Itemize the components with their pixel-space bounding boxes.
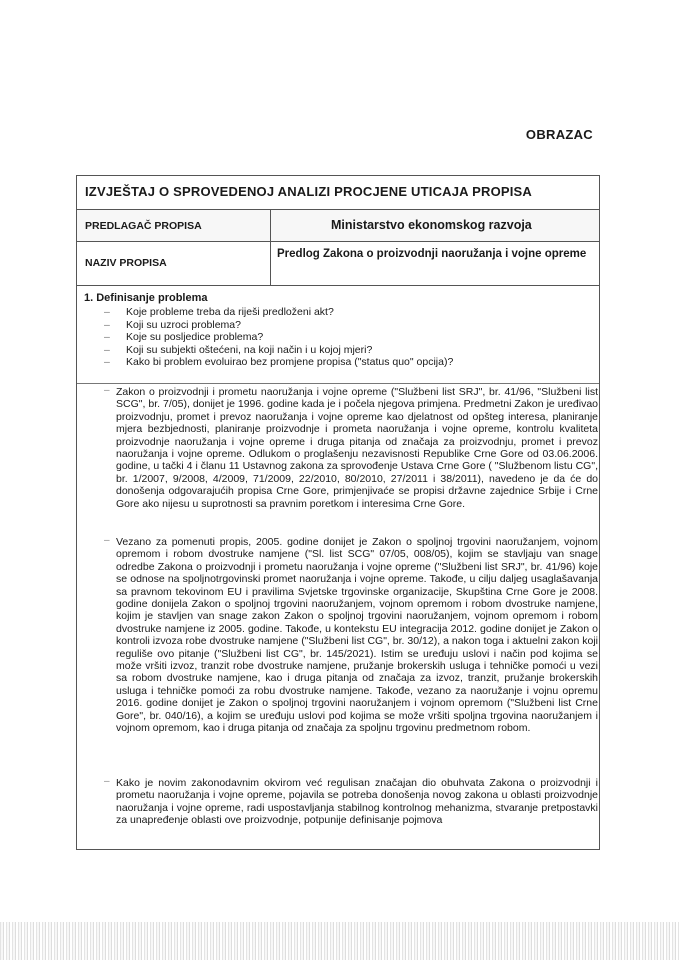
row-divider (270, 242, 271, 285)
section-1-title: 1. Definisanje problema (84, 292, 208, 304)
section-divider (77, 285, 599, 286)
bullet-dash-icon: – (104, 776, 110, 787)
row-divider (270, 210, 271, 241)
question-list (104, 306, 453, 369)
form-label: OBRAZAC (525, 127, 593, 142)
report-frame (76, 175, 600, 850)
list-item: – Kako bi problem evoluirao bez promjene propisa ("status quo" opcija)? (104, 356, 453, 369)
report-title: IZVJEŠTAJ O SPROVEDENOJ ANALIZI PROCJENE UTICAJA PROPISA (85, 184, 533, 199)
list-item: – Koje su posljedice problema? (104, 331, 453, 344)
law-name-value: Predlog Zakona o proizvodnji naoružanja i vojne opreme (277, 248, 587, 260)
proposer-row (77, 209, 599, 241)
list-item: – Koji su uzroci problema? (104, 319, 453, 332)
paragraph-1: Zakon o proizvodnji i prometu naoružanja i vojne opreme ("Službeni list SRJ", br. 41/96, "Službeni list SCG", br. 7/05), donijet je 1996. godine kada je i počela njegova primjena. Predmetni Zakon je uređivao proizvodnju, promet i prevoz naoružanja i vojne opreme kao djelatnost od opšteg interesa, planiranje mjera bezbjednosti, planiranje proizvodnje i prometa naoružanja i vojne opreme, kontrolu kvaliteta proizvodnje naoružanja i vojne opreme i druga pitanja od značaja za proizvodnju, promet i prevoz naoružanja i vojne opreme. Odlukom o proglašenju nezavisnosti Republike Crne Gore od 03.06.2006. godine, u tački 4 i članu 11 Ustavnog zakona za sprovođenje Ustava Crne Gore ( "Službenom listu CG", br. 1/2007, 9/2008, 4/2009, 71/2009, 22/2010, 80/2010, 27/2011 i 38/2011), navedeno je da će do donošenja odgovarajućih propisa Crne Gore, primjenjivaće se propisi državne zajednice Srbije i Crne Gore ako nijesu u suprotnosti sa pravnim poretkom i interesima Crne Gore. (116, 386, 598, 510)
proposer-value: Ministarstvo ekonomskog razvoja (331, 218, 532, 232)
section-divider (77, 383, 599, 384)
list-item: – Koje probleme treba da riješi predloženi akt? (104, 306, 453, 319)
bullet-dash-icon: – (104, 535, 110, 546)
paragraph-3: Kako je novim zakonodavnim okvirom već regulisan značajan dio obuhvata Zakona o proizvodnji i prometu naoružanja i vojne opreme, pojavila se potreba donošenja novog zakona u oblasti proizvodnje naoružanja i vojne opreme, radi uspostavljanja stabilnog kontrolnog mehanizma, stvaranje pretpostavki za unapređenje oblasti ove proizvodnje, potpunije definisanje pojmova (116, 777, 598, 827)
proposer-label: PREDLAGAČ PROPISA (85, 220, 202, 232)
scan-noise-strip (0, 922, 679, 960)
list-item: – Koji su subjekti oštećeni, na koji način i u kojoj mjeri? (104, 344, 453, 357)
paragraph-2: Vezano za pomenuti propis, 2005. godine donijet je Zakon o spoljnoj trgovini naoružanjem, vojnom opremom i robom dvostruke namjene ("Sl. list SCG" 07/05, 008/05), kojim se stavljaju van snage odredbe Zakona o proizvodnji i prometu naoružanja i vojne opreme ("Službeni list SRJ", br. 41/96) koje se odnose na spoljnotrgovinski promet naoružanja i vojne opreme. Takođe, u cilju daljeg usaglašavanja sa pravnom tekovinom EU i pravilima Svjetske trgovinske organizacije, Skupština Crne Gore je 2008. godine donijela Zakon o spoljnoj trgovini naoružanjem, vojnom opremom i robom dvostruke namjene, kojim je stavljen van snage zakon Zakon o spoljnoj trgovini naoružanjem, vojnom opremom i robom dvostruke namjene iz 2005. godine. Takođe, u kontekstu EU integracija 2012. godine donijet je Zakon o kontroli izvoza robe dvostruke namjene ("Službeni list CG", br. 30/12), a nakon toga i aktuelni zakon koji reguliše ovo pitanje ("Službeni list CG", br. 145/2021). Istim se uređuju uslovi i način pod kojima se može vršiti izvoz, tranzit robe dvostruke namjene, pružanje brokerskih usluga i tehničke pomoći u vezi sa robom dvostruke namjene, kao i druga pitanja od značaja za izvoz, tranzit, pružanje brokerskih usluga i tehničke pomoći za robu dvostruke namjene. Takođe, vezano za naoružanje i vojnu opremu 2016. godine donijet je Zakon o spoljnoj trgovini naoružanjem i vojnom opremom ("Službeni list Crne Gore", br. 040/16), a kojim se uređuju uslovi pod kojima se može vršiti spoljna trgovina naoružanjem i vojnom opremom, kao i druga pitanja od značaja za spoljnu trgovinu predmetnom robom. (116, 536, 598, 735)
bullet-dash-icon: – (104, 385, 110, 396)
law-name-row (77, 241, 599, 285)
law-name-label: NAZIV PROPISA (85, 257, 167, 269)
